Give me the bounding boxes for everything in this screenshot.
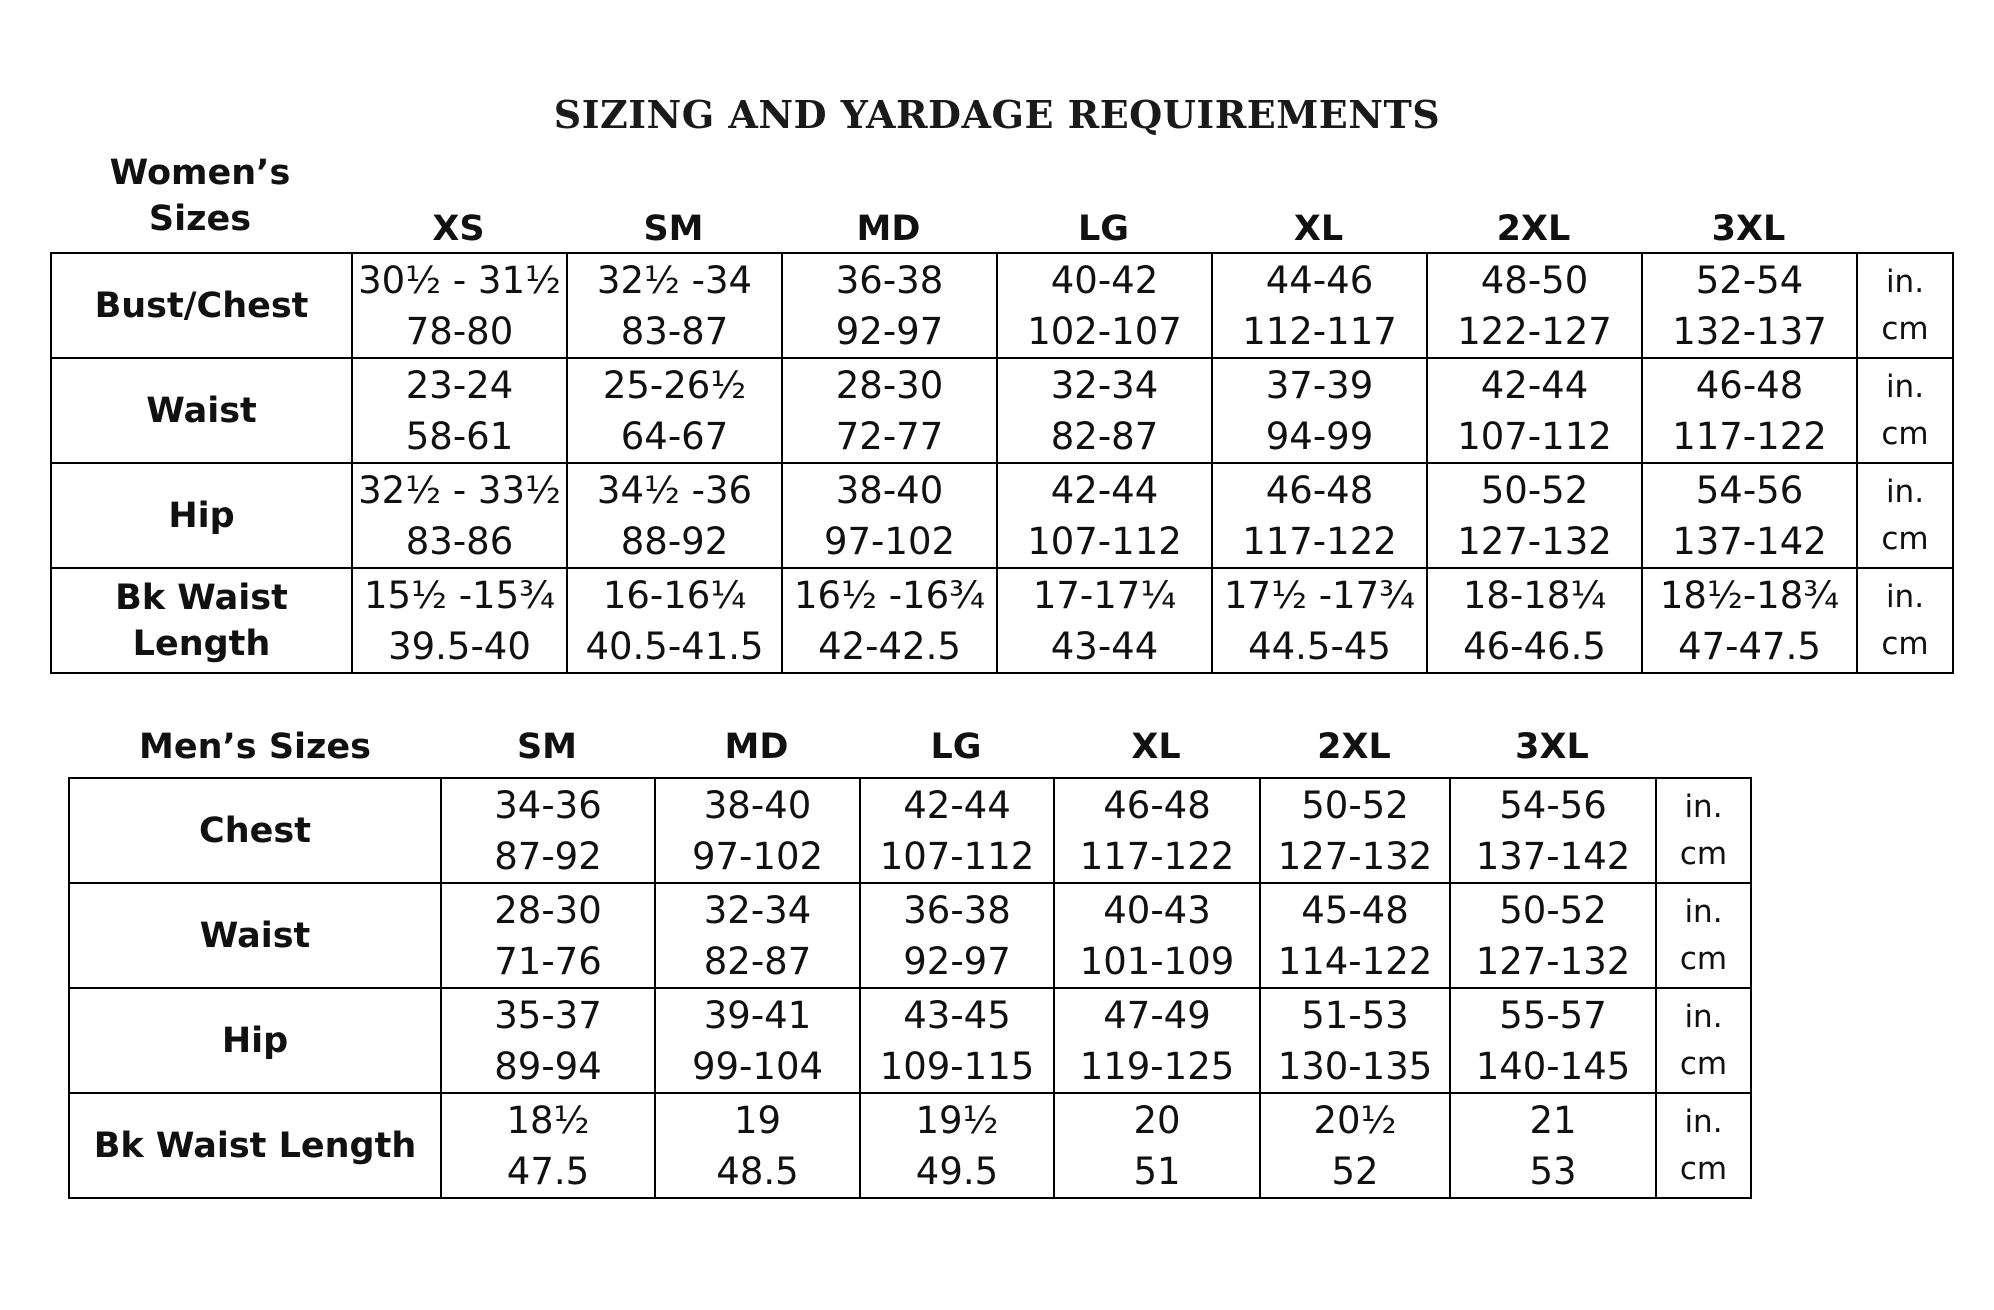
size-cell: 18-18¼ 46-46.5 [1427,568,1642,673]
size-cell: 51-53 130-135 [1260,988,1450,1093]
table-row [69,883,1751,988]
page-title: SIZING AND YARDAGE REQUIREMENTS [553,92,1441,137]
mens-size-md: MD [724,727,789,767]
row-label: Bk Waist Length [51,568,352,673]
mens-size-3xl: 3XL [1515,727,1589,767]
unit-cell: in. cm [1656,1093,1751,1198]
size-cell: 45-48 114-122 [1260,883,1450,988]
size-cell: 21 53 [1450,1093,1656,1198]
table-row [69,1093,1751,1198]
size-cell: 36-38 92-97 [860,883,1054,988]
row-label: Bk Waist Length [69,1093,441,1198]
size-cell: 44-46 112-117 [1212,253,1427,358]
size-cell: 30½ - 31½ 78-80 [352,253,567,358]
size-cell: 20 51 [1054,1093,1260,1198]
mens-size-sm: SM [516,727,578,767]
womens-size-2xl: 2XL [1496,209,1571,249]
size-cell: 37-39 94-99 [1212,358,1427,463]
size-cell: 32½ -34 83-87 [567,253,782,358]
unit-cell: in. cm [1656,883,1751,988]
size-cell: 54-56 137-142 [1450,778,1656,883]
size-cell: 50-52 127-132 [1427,463,1642,568]
womens-size-lg: LG [1077,209,1130,249]
table-row [51,358,1953,463]
unit-cell: in. cm [1857,463,1953,568]
table-row [51,463,1953,568]
unit-cell: in. cm [1656,778,1751,883]
size-cell: 46-48 117-122 [1212,463,1427,568]
mens-size-xl: XL [1131,727,1181,767]
row-label: Chest [69,778,441,883]
size-cell: 15½ -15¾ 39.5-40 [352,568,567,673]
womens-label-line1: Women’s [109,153,291,193]
row-label: Bust/Chest [51,253,352,358]
size-cell: 42-44 107-112 [1427,358,1642,463]
size-cell: 36-38 92-97 [782,253,997,358]
womens-size-sm: SM [643,209,704,249]
size-cell: 32-34 82-87 [655,883,860,988]
size-cell: 48-50 122-127 [1427,253,1642,358]
size-cell: 19 48.5 [655,1093,860,1198]
womens-sizes-label [52,150,348,242]
size-cell: 25-26½ 64-67 [567,358,782,463]
womens-size-table [50,252,1954,674]
table-row [69,988,1751,1093]
size-cell: 39-41 99-104 [655,988,860,1093]
size-cell: 40-43 101-109 [1054,883,1260,988]
size-cell: 17½ -17¾ 44.5-45 [1212,568,1427,673]
size-cell: 34-36 87-92 [441,778,655,883]
mens-size-table [68,777,1752,1199]
size-cell: 28-30 71-76 [441,883,655,988]
table-row [69,778,1751,883]
womens-label-line2: Sizes [148,199,252,239]
womens-size-md: MD [856,209,921,249]
size-cell: 40-42 102-107 [997,253,1212,358]
size-cell: 50-52 127-132 [1260,778,1450,883]
size-cell: 38-40 97-102 [655,778,860,883]
size-cell: 47-49 119-125 [1054,988,1260,1093]
size-cell: 20½ 52 [1260,1093,1450,1198]
size-cell: 32½ - 33½ 83-86 [352,463,567,568]
size-cell: 34½ -36 88-92 [567,463,782,568]
mens-size-2xl: 2XL [1317,727,1391,767]
size-cell: 52-54 132-137 [1642,253,1857,358]
size-cell: 54-56 137-142 [1642,463,1857,568]
unit-cell: in. cm [1857,568,1953,673]
size-cell: 42-44 107-112 [860,778,1054,883]
table-row [51,253,1953,358]
womens-size-3xl: 3XL [1711,209,1786,249]
row-label: Hip [69,988,441,1093]
unit-cell: in. cm [1857,253,1953,358]
size-cell: 16½ -16¾ 42-42.5 [782,568,997,673]
size-cell: 46-48 117-122 [1642,358,1857,463]
size-cell: 18½-18¾ 47-47.5 [1642,568,1857,673]
size-cell: 55-57 140-145 [1450,988,1656,1093]
row-label: Waist [69,883,441,988]
size-cell: 32-34 82-87 [997,358,1212,463]
womens-size-xs: XS [432,209,485,249]
row-label: Waist [51,358,352,463]
size-cell: 50-52 127-132 [1450,883,1656,988]
size-cell: 23-24 58-61 [352,358,567,463]
unit-cell: in. cm [1857,358,1953,463]
size-cell: 17-17¼ 43-44 [997,568,1212,673]
size-cell: 46-48 117-122 [1054,778,1260,883]
size-cell: 28-30 72-77 [782,358,997,463]
table-row [51,568,1953,673]
mens-size-lg: LG [930,727,982,767]
size-cell: 38-40 97-102 [782,463,997,568]
size-cell: 43-45 109-115 [860,988,1054,1093]
mens-sizes-label: Men’s Sizes [139,727,371,767]
unit-cell: in. cm [1656,988,1751,1093]
size-cell: 19½ 49.5 [860,1093,1054,1198]
size-cell: 16-16¼ 40.5-41.5 [567,568,782,673]
size-cell: 35-37 89-94 [441,988,655,1093]
womens-size-xl: XL [1293,209,1344,249]
row-label: Hip [51,463,352,568]
size-cell: 18½ 47.5 [441,1093,655,1198]
size-cell: 42-44 107-112 [997,463,1212,568]
